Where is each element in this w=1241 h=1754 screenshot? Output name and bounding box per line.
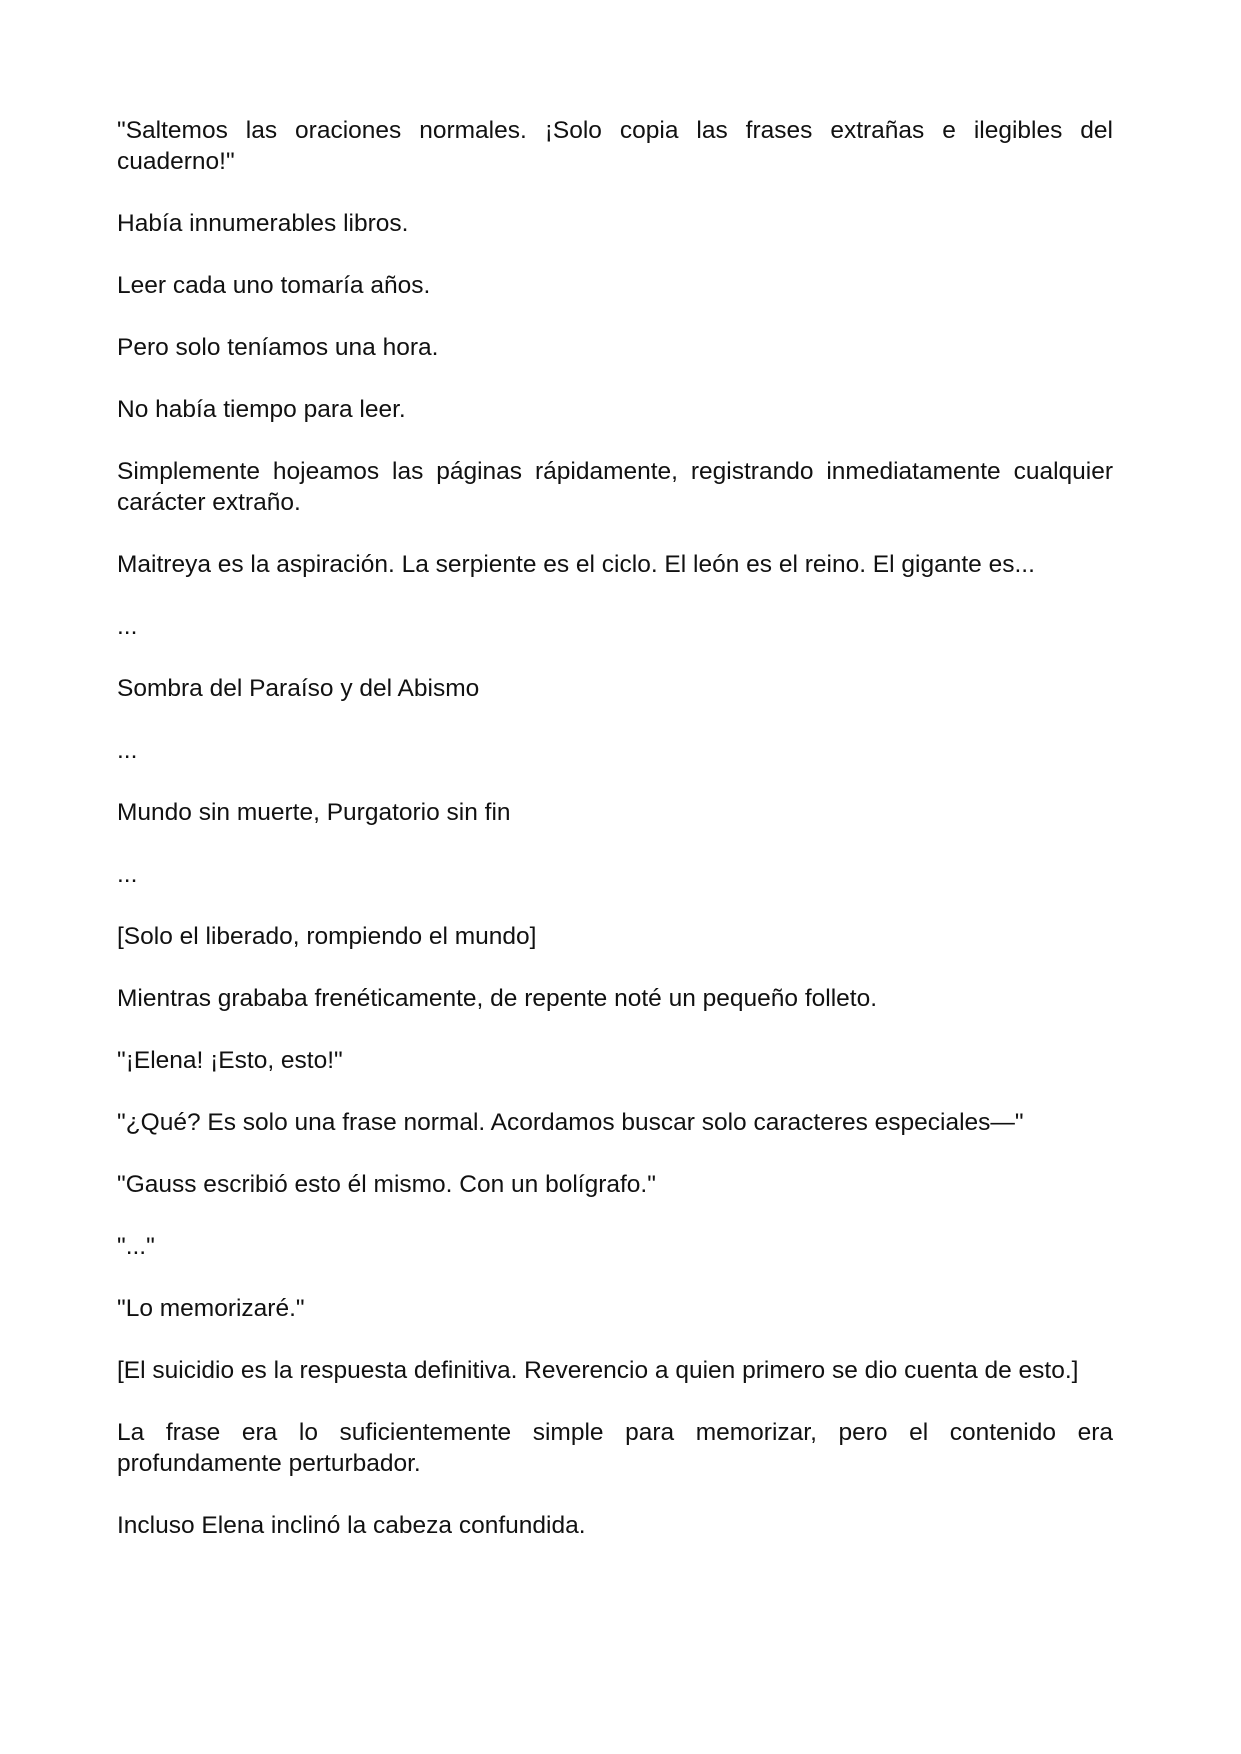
ellipsis-paragraph: ... xyxy=(117,737,138,764)
dialogue-paragraph: "¡Elena! ¡Esto, esto!" xyxy=(117,1047,343,1074)
ellipsis-paragraph: ... xyxy=(117,613,138,640)
paragraph: Mundo sin muerte, Purgatorio sin fin xyxy=(117,799,511,826)
ellipsis-paragraph: ... xyxy=(117,861,138,888)
paragraph: Pero solo teníamos una hora. xyxy=(117,334,439,361)
document-body xyxy=(117,115,1113,1572)
dialogue-paragraph: "¿Qué? Es solo una frase normal. Acordamos buscar solo caracteres especiales—" xyxy=(117,1109,1024,1136)
paragraph: La frase era lo suficientemente simple para memorizar, pero el contenido era profundamente perturbador. xyxy=(117,1419,1113,1477)
dialogue-paragraph: "Lo memorizaré." xyxy=(117,1295,305,1322)
dialogue-paragraph: "..." xyxy=(117,1233,155,1260)
dialogue-paragraph: "Gauss escribió esto él mismo. Con un bolígrafo." xyxy=(117,1171,656,1198)
paragraph: "Saltemos las oraciones normales. ¡Solo copia las frases extrañas e ilegibles del cuaderno!" xyxy=(117,117,1113,175)
paragraph: Simplemente hojeamos las páginas rápidamente, registrando inmediatamente cualquier carácter extraño. xyxy=(117,458,1113,516)
paragraph: Leer cada uno tomaría años. xyxy=(117,272,431,299)
paragraph: Había innumerables libros. xyxy=(117,210,409,237)
paragraph: Mientras grababa frenéticamente, de repente noté un pequeño folleto. xyxy=(117,985,878,1012)
paragraph: [Solo el liberado, rompiendo el mundo] xyxy=(117,923,537,950)
paragraph: Sombra del Paraíso y del Abismo xyxy=(117,675,480,702)
paragraph: Maitreya es la aspiración. La serpiente es el ciclo. El león es el reino. El gigante es... xyxy=(117,551,1035,578)
paragraph: Incluso Elena inclinó la cabeza confundida. xyxy=(117,1512,586,1539)
paragraph: [El suicidio es la respuesta definitiva. Reverencio a quien primero se dio cuenta de esto.] xyxy=(117,1357,1079,1384)
paragraph: No había tiempo para leer. xyxy=(117,396,406,423)
